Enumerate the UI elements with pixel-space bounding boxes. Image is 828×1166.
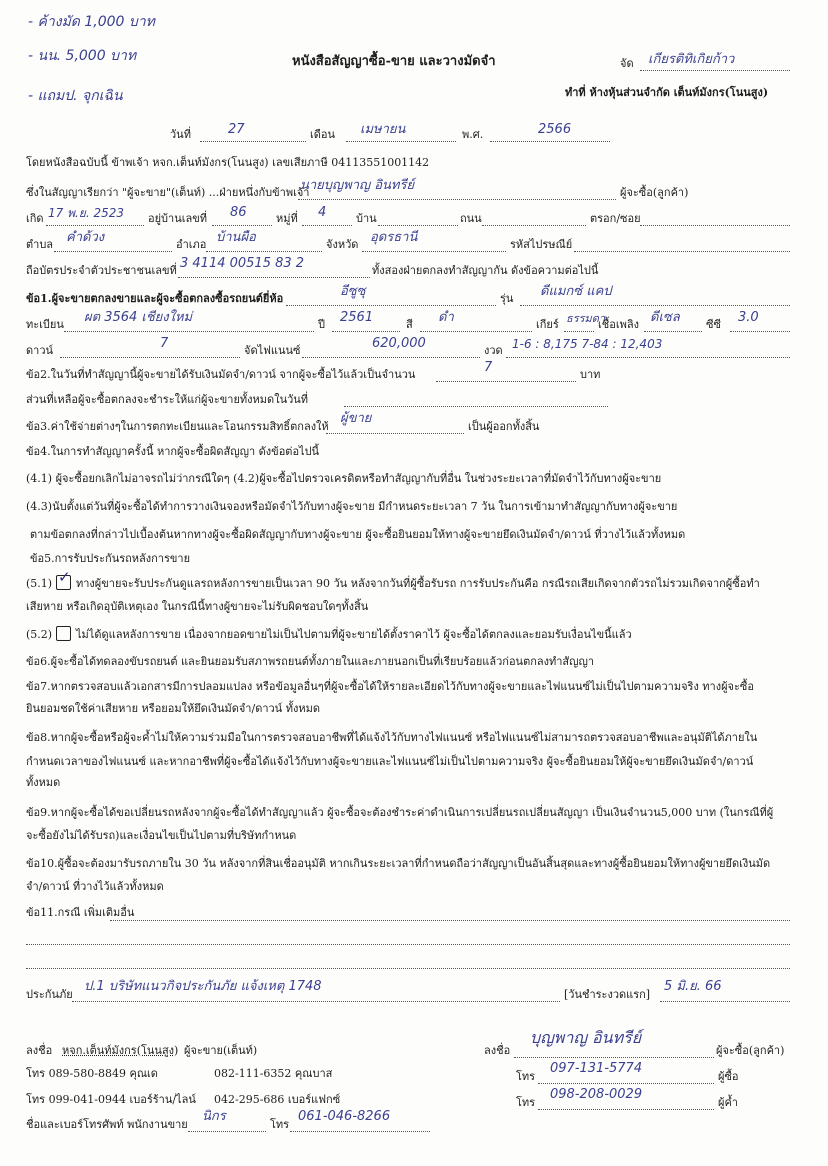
vehicle-year: 2561 <box>340 310 374 325</box>
soi-label: ตรอก/ซอย <box>590 212 641 225</box>
buyer-signature: บุญพาญ อินทรีย์ <box>530 1028 642 1047</box>
clause7-l1: ข้อ7.หากตรวจสอบแล้วเอกสารมีการปลอมแปลง หรือข้อมูลอื่นๆที่ผู้จะซื้อได้ให้รายละเอียดไว้กับทางผู้จะขายและไฟแนนซ์ไม่เป็นไปตามความจริง ทางผู้จะซื้อ <box>26 680 754 693</box>
province-label: จังหวัด <box>326 238 359 251</box>
buyer-sign-role: ผู้จะซื้อ(ลูกค้า) <box>716 1044 785 1057</box>
year: 2566 <box>538 122 572 137</box>
seller-phone3: โทร 099-041-0944 เบอร์ร้าน/ไลน์ <box>26 1093 196 1106</box>
staff-name: นิกร <box>202 1109 226 1124</box>
vehicle-model: ดีแมกซ์ แคป <box>540 284 612 299</box>
idcard: 3 4114 00515 83 2 <box>180 256 305 271</box>
village-label: บ้าน <box>356 212 377 225</box>
clause2-amount: 7 <box>484 360 493 375</box>
finance-label: จัดไฟแนนซ์ <box>244 344 301 357</box>
clause2-text: ข้อ2.ในวันที่ทำสัญญานี้ผู้จะขายได้รับเงินมัดจำ/ดาวน์ จากผู้จะซื้อไว้แล้วเป็นจำนวน <box>26 368 416 381</box>
at-label: จัด <box>620 57 634 70</box>
clause4-l3: ตามข้อตกลงที่กล่าวไปเบื้องต้นหากทางผู้จะซื้อผิดสัญญากับทางผู้จะขาย ผู้จะซื้อยินยอมให้ทางผู้จะขายยึดเงินมัดจำ/ดาวน์ ที่วางไว้แล้วทั้งหมด <box>30 528 686 541</box>
clause5-heading: ข้อ5.การรับประกันรถหลังการขาย <box>30 552 191 565</box>
day: 27 <box>228 122 245 137</box>
clause3-suffix: เป็นผู้ออกทั้งสิ้น <box>468 420 540 433</box>
postal-label: รหัสไปรษณีย์ <box>510 238 573 251</box>
margin-note-1: - ค้างมัด 1,000 บาท <box>28 14 155 30</box>
staff-label: ชื่อและเบอร์โทรศัพท์ พนักงานขาย <box>26 1118 188 1131</box>
vehicle-finance: 620,000 <box>372 336 426 351</box>
clause4-heading: ข้อ4.ในการทำสัญญาครั้งนี้ หากผู้จะซื้อผิดสัญญา ดังข้อต่อไปนี้ <box>26 445 320 458</box>
color-label: สี <box>406 318 413 331</box>
clause10-l1: ข้อ10.ผู้ซื้อจะต้องมารับรถภายใน 30 วัน หลังจากที่สินเชื่ออนุมัติ หากเกินระยะเวลาที่กำหนดถือว่าสัญญาเป็นอันสิ้นสุดและทางผู้ซื้อยินยอมให้ทางผู้ขายยึดเงินมัด <box>26 857 771 870</box>
year-label: พ.ศ. <box>462 128 484 141</box>
fuel-label: เชื้อเพลิง <box>598 318 639 331</box>
clause11: ข้อ11.กรณี เพิ่มเติมอื่น <box>26 906 135 919</box>
clause9-l1: ข้อ9.หากผู้จะซื้อได้ขอเปลี่ยนรถหลังจากผู้จะซื้อได้ทำสัญญาแล้ว ผู้จะซื้อจะต้องชำระค่าดำเนินการเปลี่ยนรถเปลี่ยนสัญญา เป็นเงินจำนวน5,000 บาท (ในกรณีที่ผู้ <box>26 806 774 819</box>
clause4-l2: (4.3)นับตั้งแต่วันที่ผู้จะซื้อได้ทำการวางเงินจองหรือมัดจำไว้กับทางผู้จะขาย มีกำหนดระยะเวลา 7 วัน ในการเข้ามาทำสัญญากับทางผู้จะขาย <box>26 500 678 513</box>
idcard-suffix: ทั้งสองฝ่ายตกลงทำสัญญากัน ดังข้อความต่อไปนี้ <box>372 264 599 277</box>
vehicle-brand: อีซูซุ <box>340 284 366 299</box>
vehicle-cc: 3.0 <box>738 310 759 325</box>
idcard-label: ถือบัตรประจำตัวประชาชนเลขที่ <box>26 264 177 277</box>
province: อุดรธานี <box>370 230 418 245</box>
no-warranty-checkbox[interactable] <box>56 626 71 641</box>
vehicle-reg: ผต 3564 เชียงใหม่ <box>84 310 193 325</box>
vyear-label: ปี <box>318 318 325 331</box>
intro-line1: โดยหนังสือฉบับนี้ ข้าพเจ้า หจก.เต็นท์มังกร(โนนสูง) เลขเสียภาษี 04113551001142 <box>26 156 430 169</box>
vehicle-color: ดำ <box>438 310 454 325</box>
clause3-who: ผู้ขาย <box>340 411 372 426</box>
house-label: อยู่บ้านเลขที่ <box>148 212 208 225</box>
clause10-l2: จำ/ดาวน์ ที่วางไว้แล้วทั้งหมด <box>26 880 164 893</box>
at-value: เกียรติทิเกิยก้าว <box>648 52 735 67</box>
margin-note-2: - นน. 5,000 บาท <box>28 48 137 64</box>
margin-note-3: - แถมป. จุกเฉิน <box>28 88 123 104</box>
month: เมษายน <box>360 122 406 137</box>
first-due-label: [วันชำระงวดแรก] <box>564 988 651 1001</box>
seller-phone1: โทร 089-580-8849 คุณเด <box>26 1067 158 1080</box>
clause6: ข้อ6.ผู้จะซื้อได้ทดลองขับรถยนต์ และยินยอมรับสภาพรถยนต์ทั้งภายในและภายนอกเป็นที่เรียบร้อยแล้วก่อนตกลงทำสัญญา <box>26 655 595 668</box>
down-label: ดาวน์ <box>26 344 54 357</box>
vehicle-gear: ธรรมดา <box>566 312 606 325</box>
intro-line2-suffix: ผู้จะซื้อ(ลูกค้า) <box>620 186 689 199</box>
clause8-l1: ข้อ8.หากผู้จะซื้อหรือผู้จะค้ำไม่ให้ความร่วมมือในการตรวจสอบอาชีพที่ได้แจ้งไว้กับทางไฟแนนซ์ หรือไฟแนนซ์ไม่สามารถตรวจสอบอาชีพและอนุมัติได้ภายใน <box>26 731 758 744</box>
guarantor-phone-role: ผู้ค้ำ <box>718 1096 738 1109</box>
vehicle-down: 7 <box>160 336 169 351</box>
clause8-l3: ทั้งหมด <box>26 776 61 789</box>
vehicle-fuel: ดีเซล <box>650 310 680 325</box>
buyer-tel-label: โทร <box>516 1070 536 1083</box>
day-label: วันที่ <box>170 128 191 141</box>
tambon-label: ตำบล <box>26 238 54 251</box>
inst-label: งวด <box>484 344 503 357</box>
clause5-o2-label: (5.2) <box>26 628 53 641</box>
intro-line2-prefix: ซึ่งในสัญญาเรียกว่า "ผู้จะขาย"(เต็นท์) ...ฝ่ายหนึ่งกับข้าพเจ้า <box>26 186 310 199</box>
road-label: ถนน <box>460 212 482 225</box>
clause5-o1-label: (5.1) <box>26 577 53 590</box>
document-title: หนังสือสัญญาซื้อ-ขาย และวางมัดจำ <box>292 54 496 69</box>
buyer-phone: 097-131-5774 <box>550 1061 643 1076</box>
clause2-rest: ส่วนที่เหลือผู้จะซื้อตกลงจะชำระให้แก่ผู้จะขายทั้งหมดในวันที่ <box>26 393 309 406</box>
clause1-text: ข้อ1.ผู้จะขายตกลงขายและผู้จะซื้อตกลงซื้อรถยนต์ยี่ห้อ <box>26 292 284 305</box>
clause8-l2: กำหนดเวลาของไฟแนนซ์ และหากอาชีพที่ผู้จะซื้อได้แจ้งไว้กับทางผู้จะขายและไฟแนนซ์ไม่เป็นไปตามความจริง ผู้จะซื้อยินยอมให้ผู้จะขายยึดเงินมัดจำ/ดาวน์ <box>26 755 754 768</box>
first-due-date: 5 มิ.ย. 66 <box>664 979 722 994</box>
seller-phone2: 082-111-6352 คุณบาส <box>214 1067 333 1080</box>
moo-label: หมู่ที่ <box>276 212 298 225</box>
insurance-label: ประกันภัย <box>26 988 73 1001</box>
cc-label: ซีซี <box>706 318 721 331</box>
birth-label: เกิด <box>26 212 44 225</box>
clause5-o2-text: ไม่ได้ดูแลหลังการขาย เนื่องจากยอดขายไม่เป็นไปตามที่ผู้จะขายได้ตั้งราคาไว้ ผู้จะซื้อได้ตกลงและยอมรับเงื่อนไขนี้แล้ว <box>76 628 632 641</box>
seller-phone4: 042-295-686 เบอร์แฟกซ์ <box>214 1093 341 1106</box>
vehicle-inst: 1-6 : 8,175 7-84 : 12,403 <box>512 337 663 351</box>
model-label: รุ่น <box>500 292 514 305</box>
amphoe-label: อำเภอ <box>176 238 207 251</box>
insurance-value: ป.1 บริษัทแนวกิจประกันภัย แจ้งเหตุ 1748 <box>84 979 322 994</box>
tambon: คำด้วง <box>66 230 105 245</box>
clause9-l2: จะซื้อยังไม่ได้รับรถ)และเงื่อนไขเป็นไปตามที่บริษัทกำหนด <box>26 829 297 842</box>
staff-phone-label: โทร <box>270 1118 290 1131</box>
amphoe: บ้านผือ <box>216 230 256 245</box>
clause7-l2: ยินยอมชดใช้ค่าเสียหาย หรือยอมให้ยึดเงินมัดจำ/ดาวน์ ทั้งหมด <box>26 702 320 715</box>
guar-tel-label: โทร <box>516 1096 536 1109</box>
seller-sign-label: ลงชื่อ <box>26 1044 53 1057</box>
guarantor-phone: 098-208-0029 <box>550 1087 643 1102</box>
moo: 4 <box>318 205 327 220</box>
buyer-phone-role: ผู้ซื้อ <box>718 1070 739 1083</box>
clause2-unit: บาท <box>580 368 601 381</box>
house-no: 86 <box>230 205 247 220</box>
buyer-sign-label: ลงชื่อ <box>484 1044 511 1057</box>
buyer-name: นายบุญพาญ อินทรีย์ <box>300 178 415 193</box>
clause5-o1-l2: เสียหาย หรือเกิดอุบัติเหตุเอง ในกรณีนี้ทางผู้ขายจะไม่รับผิดชอบใดๆทั้งสิ้น <box>26 600 369 613</box>
seller-role: ผู้จะขาย(เต็นท์) <box>184 1044 258 1057</box>
clause5-o1-l1: ทางผู้ขายจะรับประกันดูแลรถหลังการขายเป็นเวลา 90 วัน หลังจากวันที่ผู้ซื้อรับรถ การรับประกันคือ กรณีรถเสียเกิดจากตัวรถไม่รวมเกิดจากผู้ซื้อทำ <box>76 577 760 590</box>
clause3-text: ข้อ3.ค่าใช้จ่ายต่างๆในการตกทะเบียนและโอนกรรมสิทธิ์ตกลงให้ <box>26 420 329 433</box>
seller-name: หจก.เต็นท์มังกร(โนนสูง) <box>62 1044 179 1057</box>
staff-phone: 061-046-8266 <box>298 1109 391 1124</box>
birth: 17 พ.ย. 2523 <box>48 206 125 220</box>
clause4-l1: (4.1) ผู้จะซื้อยกเลิกไม่อาจรถไม่ว่ากรณีใดๆ (4.2)ผู้จะซื้อไปตรวจเครดิตหรือทำสัญญากับที่อื่น ในช่วงระยะเวลาที่มัดจำไว้กับทางผู้จะขาย <box>26 472 662 485</box>
check-icon: ✓ <box>58 568 71 586</box>
month-label: เดือน <box>310 128 336 141</box>
gear-label: เกียร์ <box>536 318 559 331</box>
place: ทำที่ ห้างหุ้นส่วนจำกัด เต็นท์มังกร(โนนสูง) <box>565 86 769 99</box>
reg-label: ทะเบียน <box>26 318 64 331</box>
